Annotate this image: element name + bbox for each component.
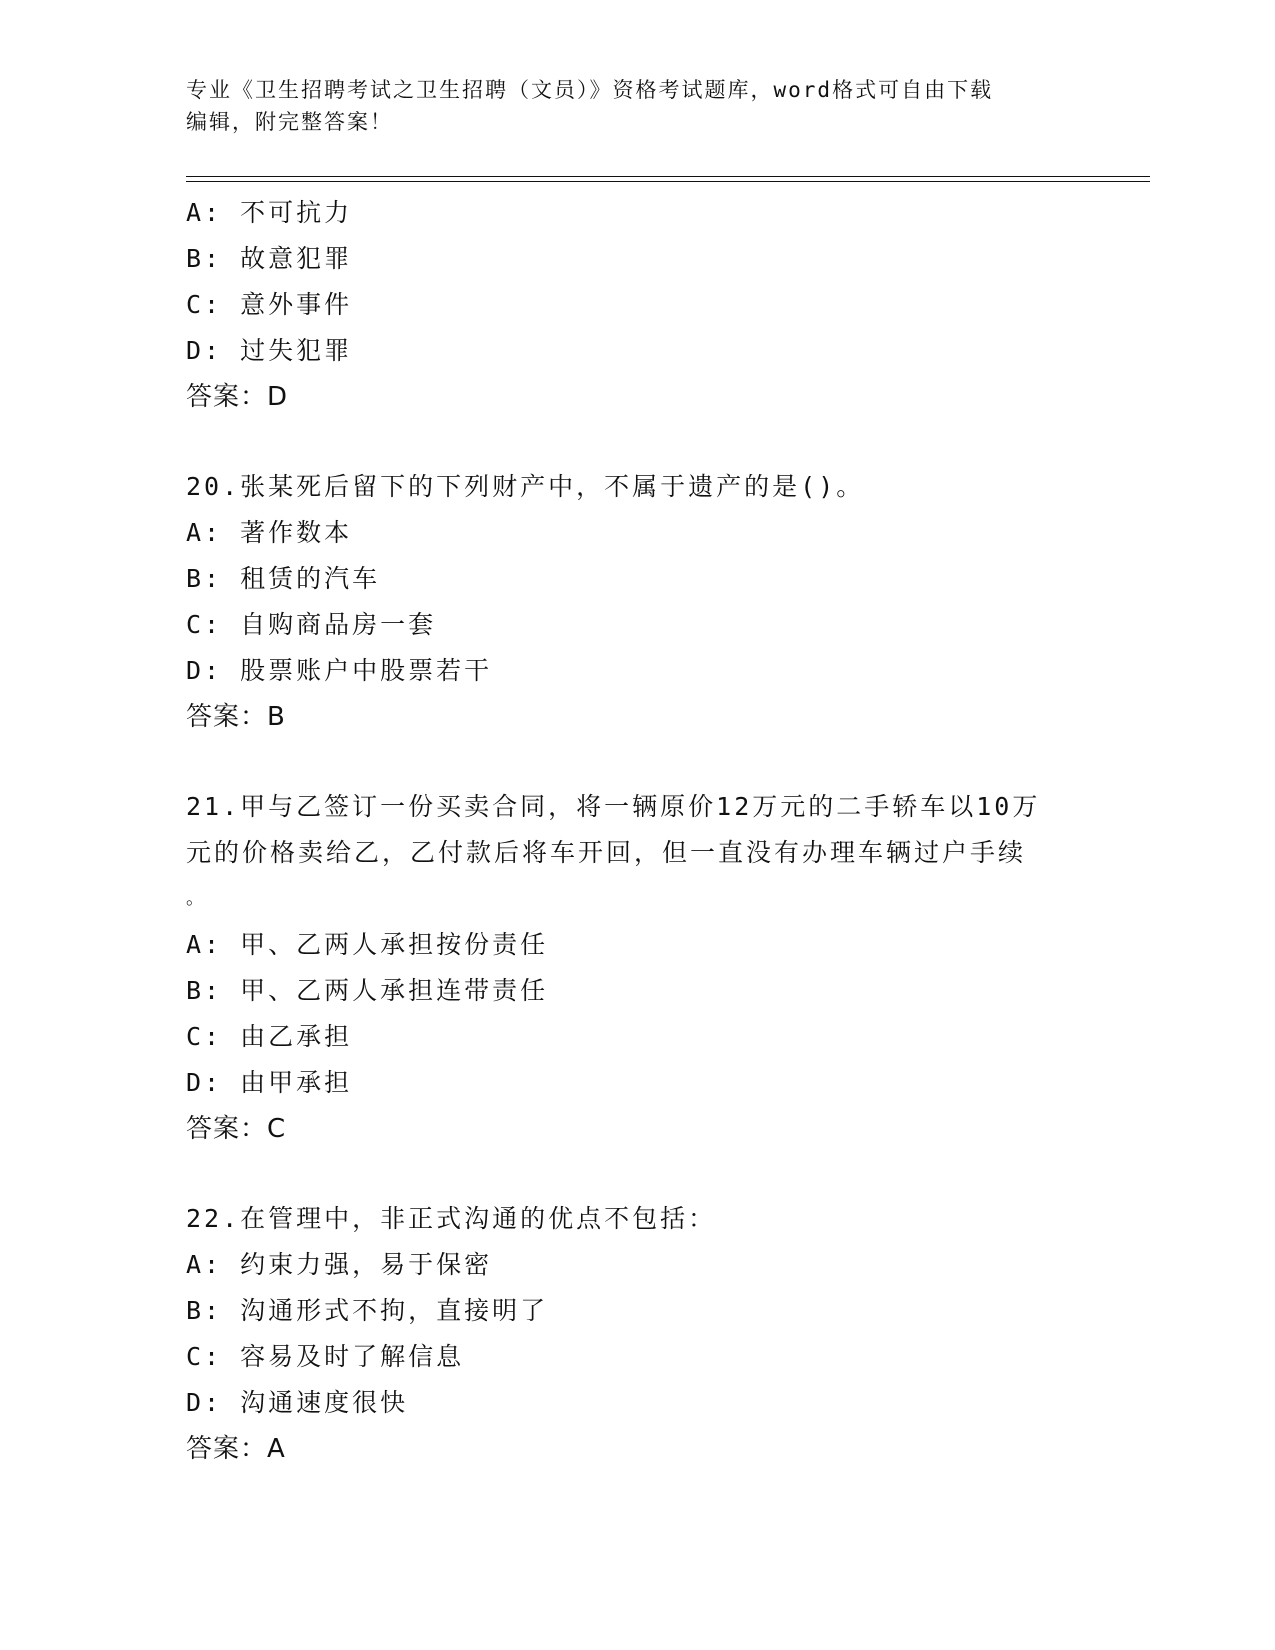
option-b: B: 故意犯罪 bbox=[186, 244, 353, 273]
question-block-22 bbox=[186, 1196, 1086, 1472]
option-a: A: 甲、乙两人承担按份责任 bbox=[186, 930, 549, 959]
option-b: B: 租赁的汽车 bbox=[186, 564, 381, 593]
question-stem-line-1: 21.甲与乙签订一份买卖合同，将一辆原价12万元的二手轿车以10万 bbox=[186, 792, 1041, 821]
answer-line: 答案：A bbox=[186, 1434, 286, 1464]
block-spacer bbox=[186, 1152, 1086, 1196]
option-d: D: 股票账户中股票若干 bbox=[186, 656, 493, 685]
question-stem: 20.张某死后留下的下列财产中，不属于遗产的是()。 bbox=[186, 472, 865, 501]
option-c: C: 自购商品房一套 bbox=[186, 610, 437, 639]
header-divider-top bbox=[186, 176, 1150, 177]
document-header bbox=[186, 74, 1086, 138]
option-a: A: 不可抗力 bbox=[186, 198, 353, 227]
option-b: B: 甲、乙两人承担连带责任 bbox=[186, 976, 549, 1005]
option-c: C: 由乙承担 bbox=[186, 1022, 353, 1051]
question-stem-tail: 。 bbox=[186, 888, 204, 909]
option-a: A: 约束力强，易于保密 bbox=[186, 1250, 493, 1279]
option-b: B: 沟通形式不拘，直接明了 bbox=[186, 1296, 549, 1325]
question-stem: 22.在管理中，非正式沟通的优点不包括： bbox=[186, 1204, 717, 1233]
option-c: C: 意外事件 bbox=[186, 290, 353, 319]
question-stem-line-2: 元的价格卖给乙，乙付款后将车开回，但一直没有办理车辆过户手续 bbox=[186, 838, 1027, 867]
block-spacer bbox=[186, 740, 1086, 784]
header-divider-bottom bbox=[186, 181, 1150, 182]
option-c: C: 容易及时了解信息 bbox=[186, 1342, 465, 1371]
answer-line: 答案：C bbox=[186, 1114, 287, 1144]
answer-line: 答案：D bbox=[186, 382, 289, 412]
option-d: D: 由甲承担 bbox=[186, 1068, 353, 1097]
answer-line: 答案：B bbox=[186, 702, 286, 732]
header-line-2: 编辑，附完整答案！ bbox=[186, 110, 393, 134]
question-block-20 bbox=[186, 464, 1086, 740]
header-line-1: 专业《卫生招聘考试之卫生招聘（文员）》资格考试题库，word格式可自由下载 bbox=[186, 78, 994, 102]
question-block-19 bbox=[186, 190, 1086, 420]
option-d: D: 沟通速度很快 bbox=[186, 1388, 409, 1417]
block-spacer bbox=[186, 420, 1086, 464]
question-block-21 bbox=[186, 784, 1086, 1152]
option-d: D: 过失犯罪 bbox=[186, 336, 353, 365]
option-a: A: 著作数本 bbox=[186, 518, 353, 547]
question-list bbox=[186, 190, 1086, 1472]
